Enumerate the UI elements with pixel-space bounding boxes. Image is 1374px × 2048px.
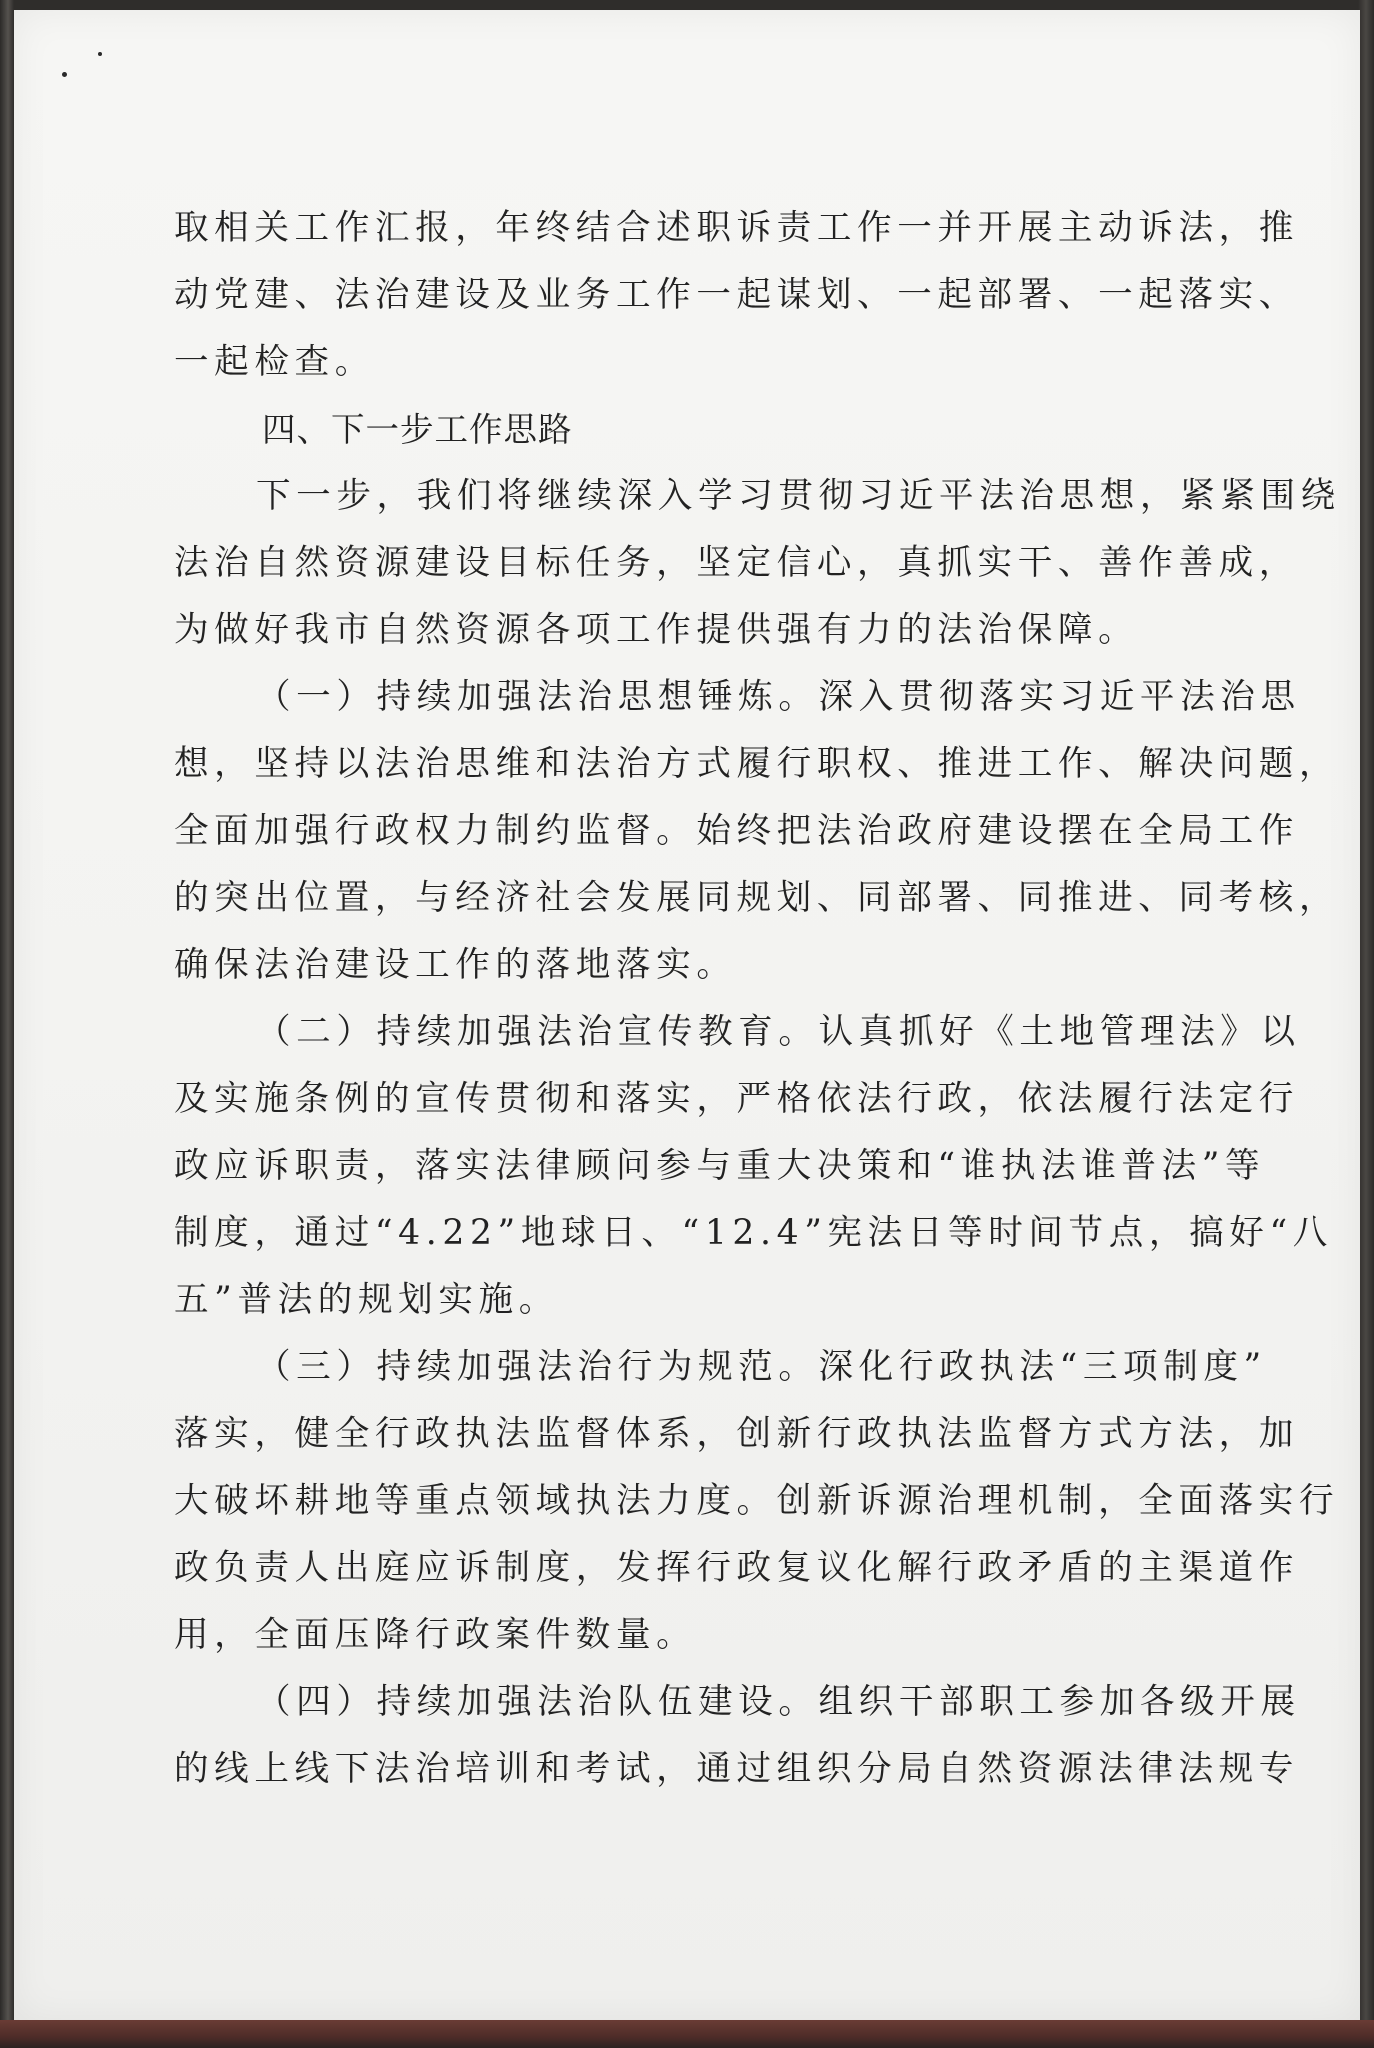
- body-line: 及实施条例的宣传贯彻和落实，严格依法行政，依法履行法定行: [174, 1079, 1299, 1119]
- body-line: 的线上线下法治培训和考试，通过组织分局自然资源法律法规专: [174, 1749, 1299, 1789]
- body-line: 五”普法的规划实施。: [174, 1280, 559, 1320]
- body-line: （三）持续加强法治行为规范。深化行政执法“三项制度”: [256, 1347, 1267, 1387]
- body-line: 政应诉职责，落实法律顾问参与重大决策和“谁执法谁普法”等: [174, 1146, 1266, 1186]
- body-line: 法治自然资源建设目标任务，坚定信心，真抓实干、善作善成，: [174, 543, 1299, 583]
- body-line: （一）持续加强法治思想锤炼。深入贯彻落实习近平法治思: [256, 677, 1301, 717]
- body-line: 政负责人出庭应诉制度，发挥行政复议化解行政矛盾的主渠道作: [174, 1548, 1299, 1588]
- body-line: 确保法治建设工作的落地落实。: [174, 945, 737, 985]
- body-line: 取相关工作汇报，年终结合述职诉责工作一并开展主动诉法，推: [174, 208, 1299, 248]
- body-line: 的突出位置，与经济社会发展同规划、同部署、同推进、同考核，: [174, 878, 1340, 918]
- body-line: 动党建、法治建设及业务工作一起谋划、一起部署、一起落实、: [174, 275, 1299, 315]
- body-line: （二）持续加强法治宣传教育。认真抓好《土地管理法》以: [256, 1012, 1301, 1052]
- body-line: 下一步，我们将继续深入学习贯彻习近平法治思想，紧紧围绕: [256, 476, 1341, 516]
- body-line: 想，坚持以法治思维和法治方式履行职权、推进工作、解决问题，: [174, 744, 1340, 784]
- document-page: [14, 10, 1360, 2020]
- paper-speck: [98, 52, 102, 56]
- body-line: 大破坏耕地等重点领域执法力度。创新诉源治理机制，全面落实行: [174, 1481, 1340, 1521]
- body-line: 用，全面压降行政案件数量。: [174, 1615, 697, 1655]
- document-body: [174, 195, 1341, 1803]
- body-line: 为做好我市自然资源各项工作提供强有力的法治保障。: [174, 610, 1139, 650]
- body-line: 制度，通过“4.22”地球日、“12.4”宪法日等时间节点，搞好“八: [174, 1213, 1333, 1253]
- table-surface-edge: [0, 2020, 1374, 2048]
- paper-speck: [62, 72, 67, 77]
- body-line: 落实，健全行政执法监督体系，创新行政执法监督方式方法，加: [174, 1414, 1299, 1454]
- body-line: （四）持续加强法治队伍建设。组织干部职工参加各级开展: [256, 1682, 1301, 1722]
- section-heading: 四、下一步工作思路: [262, 410, 573, 449]
- body-line: 全面加强行政权力制约监督。始终把法治政府建设摆在全局工作: [174, 811, 1299, 851]
- body-line: 一起检查。: [174, 342, 375, 382]
